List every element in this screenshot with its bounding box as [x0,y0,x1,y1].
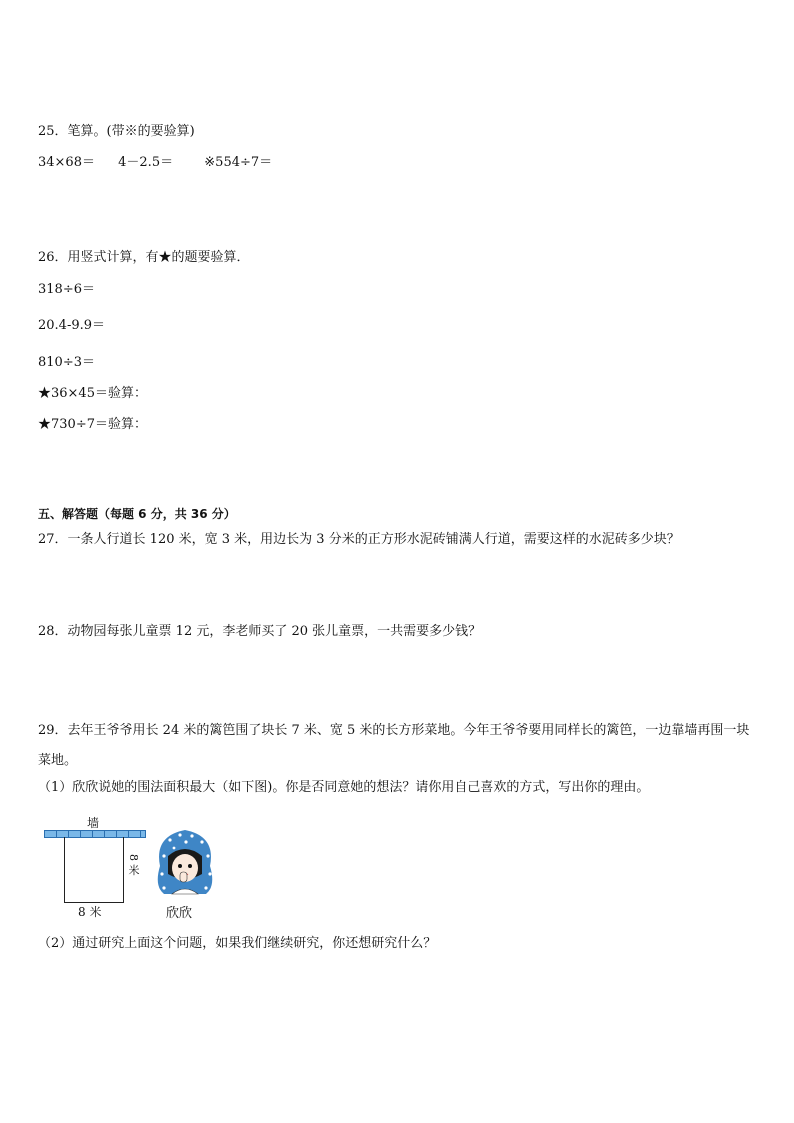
q26-item-3: 810÷3＝ [38,355,95,370]
question-29-part-1: （1）欣欣说她的围法面积最大（如下图)。你是否同意她的想法？请你用自己喜欢的方式，写出你的理由。 [38,780,650,795]
question-27: 27．一条人行道长 120 米，宽 3 米，用边长为 3 分米的正方形水泥砖铺满人行道，需要这样的水泥砖多少块？ [38,532,680,547]
question-28: 28．动物园每张儿童票 12 元，李老师买了 20 张儿童票，一共需要多少钱？ [38,624,482,639]
question-29: 29．去年王爷爷用长 24 米的篱笆围了块长 7 米、宽 5 米的长方形菜地。今年王爷爷要用同样长的篱笆，一边靠墙再围一块菜地。 [38,723,750,768]
vegetable-plot [64,837,124,903]
side-length-label: 8 米 [127,854,140,876]
section-5-heading: 五、解答题（每题 6 分，共 36 分） [38,507,236,521]
question-29-part-2: （2）通过研究上面这个问题，如果我们继续研究，你还想研究什么？ [38,936,437,951]
q26-item-5: ★730÷7＝验算： [38,417,147,432]
question-26-title: 26．用竖式计算，有★的题要验算． [38,250,250,265]
fence-diagram [44,814,234,924]
bottom-length-label: 8 米 [78,905,102,919]
q26-item-2: 20.4-9.9＝ [38,318,106,333]
wall-label: 墙 [87,816,100,830]
q26-item-1: 318÷6＝ [38,282,95,297]
question-25-title: 25．笔算。(带※的要验算) [38,124,195,139]
q26-item-4: ★36×45＝验算： [38,386,147,401]
question-25-items [38,155,272,171]
q25-item-3: ※554÷7＝ [204,155,273,170]
q25-item-1: 34×68＝ [38,155,95,170]
q25-item-2: 4－2.5＝ [118,155,174,170]
girl-name-label: 欣欣 [166,906,193,921]
girl-illustration-icon [150,826,220,900]
